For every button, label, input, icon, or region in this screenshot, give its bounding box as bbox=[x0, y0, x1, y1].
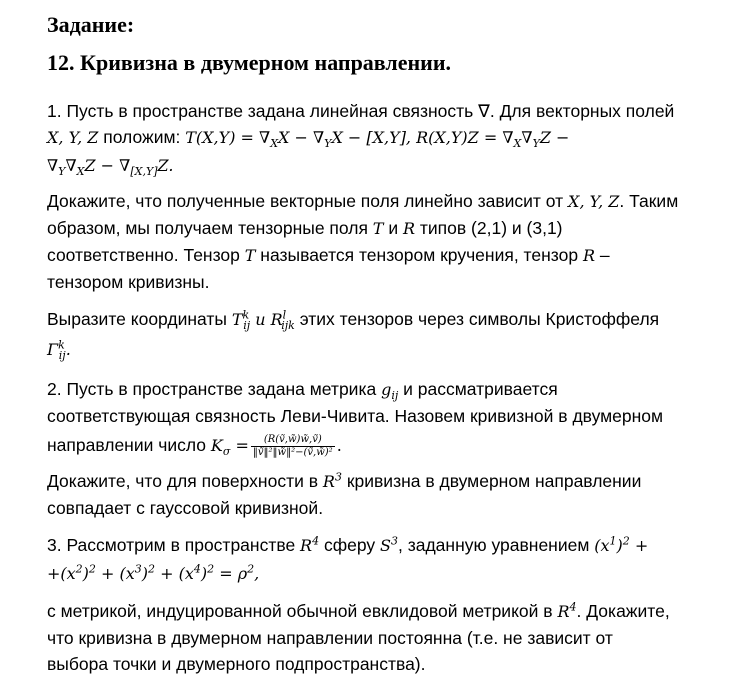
section2-line-a: 2. Пусть в пространстве задана метрика $g_{ij}$ и рассматривается bbox=[47, 379, 558, 403]
section1-prove-a: Докажите, что полученные векторные поля линейно зависит от X, Y, Z. Таким bbox=[47, 191, 679, 211]
section2-line-e: совпадает с гауссовой кривизной. bbox=[47, 498, 324, 518]
section3-line-d: что кривизна в двумерном направлении постоянна (т.е. не зависит от bbox=[47, 628, 613, 648]
curvature-formula-cont: $\nabla_Y\nabla_XZ - \nabla_{[X,Y]}Z$. bbox=[47, 156, 174, 179]
sphere-equation: $+(x^2)^2 + (x^3)^2 + (x^4)^2 = \rho^2$, bbox=[47, 562, 260, 583]
section1-express: Выразите координаты $T^k_{ij}$ и $R^l_{ijk}$ этих тензоров через символы Кристоффеля bbox=[47, 308, 660, 333]
section3-line-e: выбора точки и двумерного подпространства). bbox=[47, 654, 426, 674]
section1-prove-d: тензором кривизны. bbox=[47, 272, 210, 292]
section1-intro: 1. Пусть в пространстве задана линейная связность ∇. Для векторных полей bbox=[47, 101, 675, 121]
vars-xyz: X, Y, Z bbox=[47, 128, 99, 147]
task-label: Задание: bbox=[47, 12, 135, 37]
curvature-fraction: $\frac{\text{(R(ṽ,w̃)w̃,ṽ)}}{\text{‖ṽ‖²‖w̃‖²−(ṽ,w̃)²}}$ bbox=[252, 433, 333, 458]
christoffel-symbols: $\Gamma^k_{ij}$. bbox=[47, 338, 71, 363]
section2-line-c: направлении число $K_\sigma$ = $\frac{\text{(R(ṽ,w̃)w̃,ṽ)}}{\text{‖ṽ‖²‖w̃‖²−(ṽ,w̃)²}}$ . bbox=[47, 433, 342, 459]
torsion-coords: $T^k_{ij}$ и $R^l_{ijk}$ bbox=[231, 308, 295, 333]
section2-line-d: Докажите, что для поверхности в $R^3$ кривизна в двумерном направлении bbox=[47, 470, 642, 491]
section3-line-c: с метрикой, индуцированной обычной евклидовой метрикой в $R^4$. Докажите, bbox=[47, 600, 670, 621]
section3-line-a: 3. Рассмотрим в пространстве $R^4$ сферу $S^3$, заданную уравнением $(x^1)^2$ + bbox=[47, 534, 649, 555]
curvature-formula: $R(X,Y)Z = \nabla_X\nabla_YZ$ − bbox=[411, 128, 570, 151]
section2-line-b: соответствующая связность Леви-Чивита. Назовем кривизной в двумерном bbox=[47, 406, 664, 426]
page-title: 12. Кривизна в двумерном направлении. bbox=[47, 50, 452, 75]
torsion-formula: $T(X,Y) = \nabla_XX - \nabla_YX - [X,Y]$, bbox=[185, 128, 412, 151]
section1-prove-c: соответственно. Тензор T называется тензором кручения, тензор R – bbox=[47, 245, 610, 265]
section1-prove-b: образом, мы получаем тензорные поля T и R типов (2,1) и (3,1) bbox=[47, 218, 563, 238]
section1-formula-line: X, Y, Z положим: $T(X,Y) = \nabla_XX - \nabla_YX - [X,Y]$, $R(X,Y)Z = \nabla_X\nabla_YZ$ − bbox=[47, 127, 570, 151]
